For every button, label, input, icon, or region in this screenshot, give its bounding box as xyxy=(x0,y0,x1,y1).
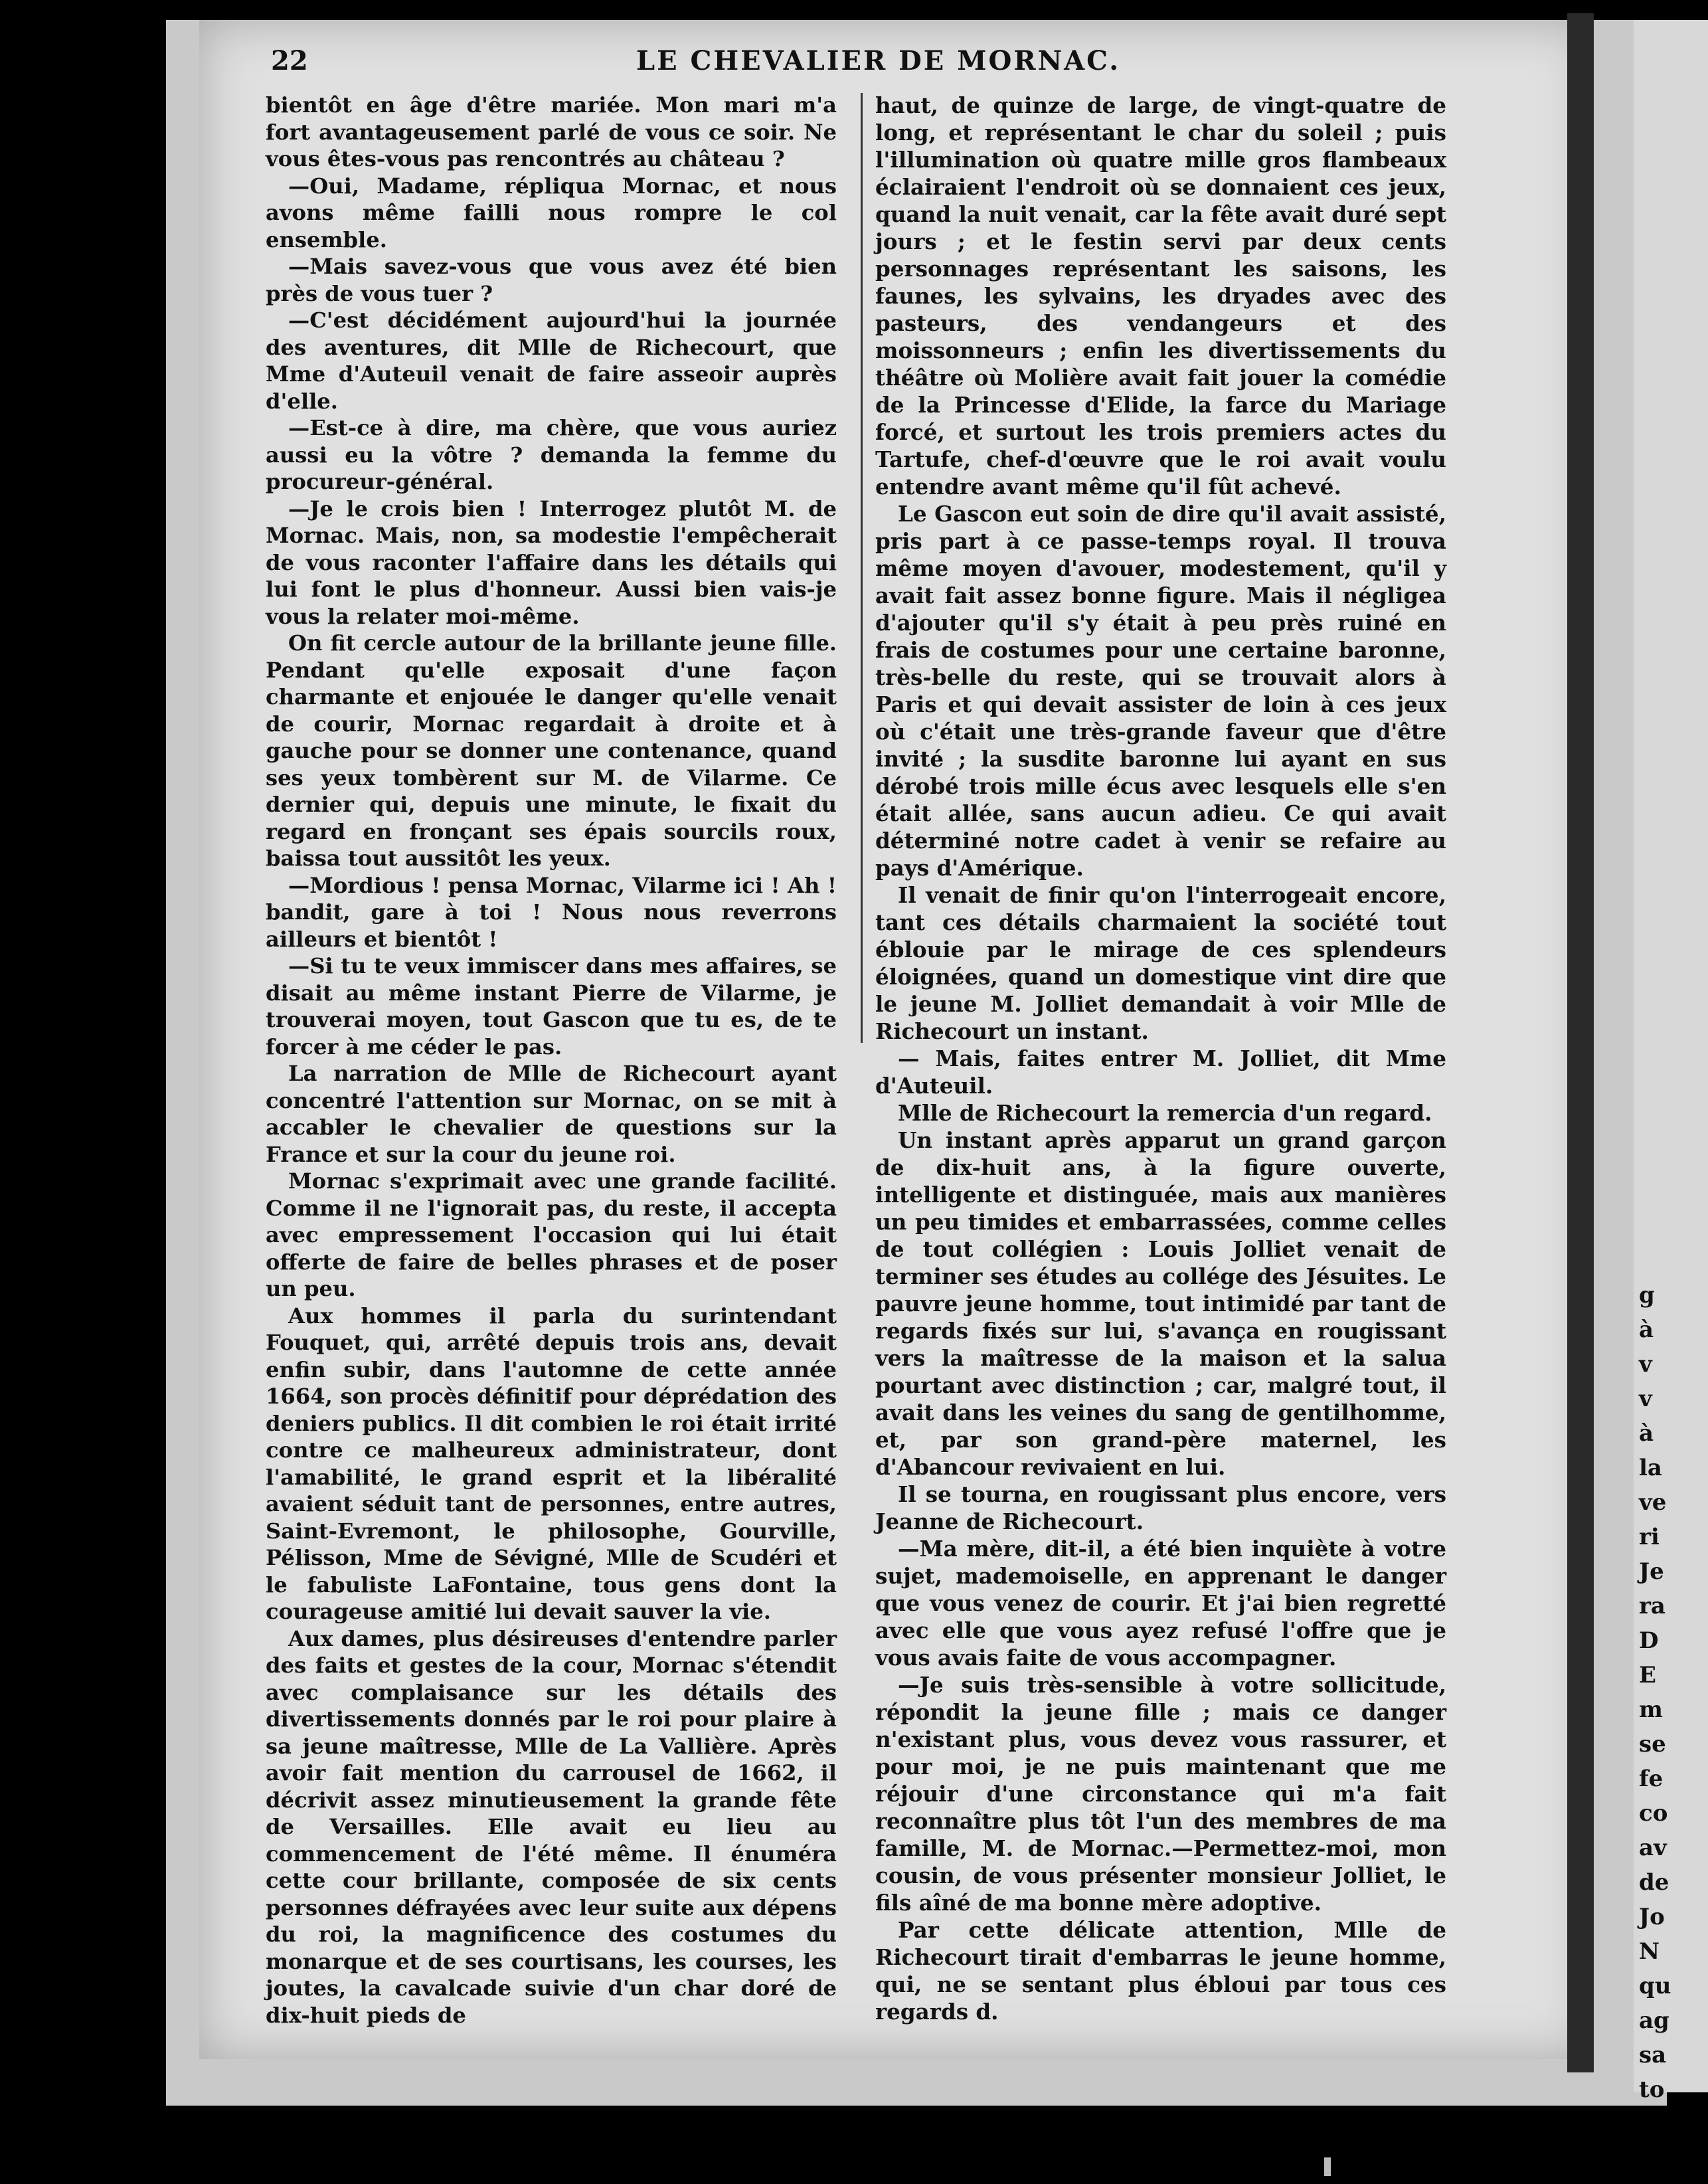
scan-mark xyxy=(1324,2157,1331,2176)
adjacent-page-fragment: ag xyxy=(1639,2007,1669,2034)
paragraph: — Mais, faites entrer M. Jolliet, dit Mme d'Auteuil. xyxy=(875,1046,1446,1099)
page-number: 22 xyxy=(271,45,308,76)
paragraph: —Est-ce à dire, ma chère, que vous auriez aussi eu la vôtre ? demanda la femme du procureur-général. xyxy=(266,415,837,494)
paragraph: —Je le crois bien ! Interrogez plutôt M. de Mornac. Mais, non, sa modestie l'empêcherait de vous raconter l'affaire dans les détails qui lui font le plus d'honneur. Aussi bien vais-je vous la relater moi-même. xyxy=(266,496,837,629)
right-column xyxy=(875,92,1446,2025)
paragraph: On fit cercle autour de la brillante jeune fille. Pendant qu'elle exposait d'une façon charmante et enjouée le danger qu'elle venait de courir, Mornac regardait à droite et à gauche pour se donner une contenance, quand ses yeux tombèrent sur M. de Vilarme. Ce dernier qui, depuis une minute, le fixait du regard en fronçant ses épais sourcils roux, baissa tout aussitôt les yeux. xyxy=(266,630,837,871)
paragraph: Par cette délicate attention, Mlle de Richecourt tirait d'embarras le jeune homme, qui, ne se sentant plus ébloui par tous ces regards d. xyxy=(875,1917,1446,2025)
running-title: LE CHEVALIER DE MORNAC. xyxy=(636,45,1121,76)
paragraph: La narration de Mlle de Richecourt ayant concentré l'attention sur Mornac, on se mit à accabler le chevalier de questions sur la France et sur la cour du jeune roi. xyxy=(266,1061,837,1167)
paragraph: —Je suis très-sensible à votre sollicitude, répondit la jeune fille ; mais ce danger n'existant plus, vous devez vous rassurer, et pour moi, je ne puis maintenant que me réjouir d'une circonstance qui m'a fait reconnaître plus tôt l'un des membres de ma famille, M. de Mornac.—Permettez-moi, mon cousin, de vous présenter monsieur Jolliet, le fils aîné de ma bonne mère adoptive. xyxy=(875,1672,1446,1916)
paragraph: Aux hommes il parla du surintendant Fouquet, qui, arrêté depuis trois ans, devait enfin subir, dans l'automne de cette année 1664, son procès définitif pour déprédation des deniers publics. Il dit combien le roi était irrité contre ce malheureux administrateur, dont l'amabilité, le grand esprit et la libéralité avaient séduit tant de personnes, entre autres, Saint-Evremont, le philosophe, Gourville, Pélisson, Mme de Sévigné, Mlle de Scudéri et le fabuliste LaFontaine, tous gens dont la courageuse amitié lui devait sauver la vie. xyxy=(266,1303,837,1624)
adjacent-page-fragment: de xyxy=(1639,1869,1669,1896)
adjacent-page-fragment: av xyxy=(1639,1835,1667,1861)
column-rule xyxy=(861,93,863,1043)
adjacent-page-fragment: se xyxy=(1639,1731,1666,1758)
adjacent-page-fragment: ri xyxy=(1639,1524,1660,1550)
adjacent-page-fragment: sa xyxy=(1639,2042,1667,2068)
paragraph: Il se tourna, en rougissant plus encore, vers Jeanne de Richecourt. xyxy=(875,1481,1446,1534)
adjacent-page-fragment: N xyxy=(1639,1938,1660,1965)
adjacent-page-fragment: Je xyxy=(1639,1558,1664,1585)
gutter xyxy=(1567,13,1594,2072)
adjacent-page-fragment: à xyxy=(1639,1420,1654,1447)
paragraph: Un instant après apparut un grand garçon de dix-huit ans, à la figure ouverte, intelligente et distinguée, mais aux manières un peu timides et embarrassées, comme celles de tout collégien : Louis Jolliet venait de terminer ses études au collége des Jésuites. Le pauvre jeune homme, tout intimidé par tant de regards fixés sur lui, s'avança en rougissant vers la maîtresse de la maison et la salua pourtant avec distinction ; car, malgré tout, il avait dans les veines du sang de gentilhomme, et, par son grand-père maternel, les d'Abancour revivaient en lui. xyxy=(875,1127,1446,1480)
paragraph: —C'est décidément aujourd'hui la journée des aventures, dit Mlle de Richecourt, que Mme d'Auteuil venait de faire asseoir auprès d'elle. xyxy=(266,308,837,414)
paragraph: Aux dames, plus désireuses d'entendre parler des faits et gestes de la cour, Mornac s'étendit avec complaisance sur les détails des divertissements donnés par le roi pour plaire à sa jeune maîtresse, Mlle de La Vallière. Après avoir fait mention du carrousel de 1662, il décrivit assez minutieusement la grande fête de Versailles. Elle avait eu lieu au commencement de l'été même. Il énuméra cette cour brillante, composée de six cents personnes défrayées avec leur suite aux dépens du roi, la magnificence des costumes du monarque et de ses courtisans, les courses, les joutes, la cavalcade suivie d'un char doré de dix-huit pieds de xyxy=(266,1625,837,2028)
paragraph: —Si tu te veux immiscer dans mes affaires, se disait au même instant Pierre de Vilarme, je trouverai moyen, tout Gascon que tu es, de te forcer à me céder le pas. xyxy=(266,953,837,1059)
adjacent-page-fragment: to xyxy=(1639,2076,1665,2103)
adjacent-page-fragment: fe xyxy=(1639,1766,1664,1792)
adjacent-page-fragment: g xyxy=(1639,1282,1655,1309)
adjacent-page-fragment: ve xyxy=(1639,1489,1667,1516)
adjacent-page-fragment: Jo xyxy=(1639,1904,1665,1930)
paragraph: —Oui, Madame, répliqua Mornac, et nous avons même failli nous rompre le col ensemble. xyxy=(266,173,837,252)
paragraph: Mornac s'exprimait avec une grande facilité. Comme il ne l'ignorait pas, du reste, il accepta avec empressement l'occasion qui lui était offerte de faire de belles phrases et de poser un peu. xyxy=(266,1168,837,1301)
adjacent-page-edge xyxy=(1634,20,1708,2103)
adjacent-page-fragment: D xyxy=(1639,1627,1659,1654)
paragraph: Il venait de finir qu'on l'interrogeait encore, tant ces détails charmaient la société tout éblouie par le mirage de ces splendeurs éloignées, quand un domestique vint dire que le jeune M. Jolliet demandait à voir Mlle de Richecourt un instant. xyxy=(875,882,1446,1044)
adjacent-page-fragment: v xyxy=(1639,1351,1652,1378)
paragraph: —Mais savez-vous que vous avez été bien près de vous tuer ? xyxy=(266,254,837,306)
adjacent-page-fragment: m xyxy=(1639,1696,1663,1723)
paragraph: Mlle de Richecourt la remercia d'un regard. xyxy=(898,1100,1432,1126)
adjacent-page-fragment: à xyxy=(1639,1317,1654,1343)
adjacent-page-fragment: co xyxy=(1639,1800,1668,1827)
paragraph: —Mordious ! pensa Mornac, Vilarme ici ! Ah ! bandit, gare à toi ! Nous nous reverrons ailleurs et bientôt ! xyxy=(266,872,837,952)
paragraph: bientôt en âge d'être mariée. Mon mari m'a fort avantageusement parlé de vous ce soir. Ne vous êtes-vous pas rencontrés au château ? xyxy=(266,92,837,171)
page-header xyxy=(271,45,1440,85)
paragraph: haut, de quinze de large, de vingt-quatre de long, et représentant le char du soleil ; puis l'illumination où quatre mille gros flambeaux éclairaient l'endroit où se donnaient ces jeux, quand la nuit venait, car la fête avait duré sept jours ; et le festin servi par deux cents personnages représentant les saisons, les faunes, les sylvains, les dryades avec des pasteurs, des vendangeurs et des moissonneurs ; enfin les divertissements du théâtre où Molière avait fait jouer la comédie de la Princesse d'Elide, la farce du Mariage forcé, et surtout les trois premiers actes du Tartufe, chef-d'œuvre que le roi avait voulu entendre avant même qu'il fût achevé. xyxy=(875,92,1446,500)
adjacent-page-fragment: ra xyxy=(1639,1593,1665,1619)
adjacent-page-fragment: qu xyxy=(1639,1973,1671,1999)
paragraph: Le Gascon eut soin de dire qu'il avait assisté, pris part à ce passe-temps royal. Il trouva même moyen d'avouer, modestement, qu'il y avait fait assez bonne figure. Mais il négligea d'ajouter qu'il s'y était à peu près ruiné en frais de costumes pour une certaine baronne, très-belle du reste, qui se trouvait alors à Paris et qui devait assister de loin à ces jeux où c'était une très-grande faveur que d'être invité ; la susdite baronne lui ayant en sus dérobé trois mille écus avec lesquels elle s'en était allée, sans aucun adieu. Ce qui avait déterminé notre cadet à venir se refaire au pays d'Amérique. xyxy=(875,501,1446,881)
adjacent-page-fragment: E xyxy=(1639,1662,1656,1688)
left-column xyxy=(266,92,837,2029)
adjacent-page-fragment: v xyxy=(1639,1386,1652,1412)
paragraph: —Ma mère, dit-il, a été bien inquiète à votre sujet, mademoiselle, en apprenant le danger que vous venez de courir. Et j'ai bien regretté avec elle que vous ayez refusé l'offre que je vous avais faite de vous accompagner. xyxy=(875,1536,1446,1671)
adjacent-page-fragment: la xyxy=(1639,1455,1662,1481)
